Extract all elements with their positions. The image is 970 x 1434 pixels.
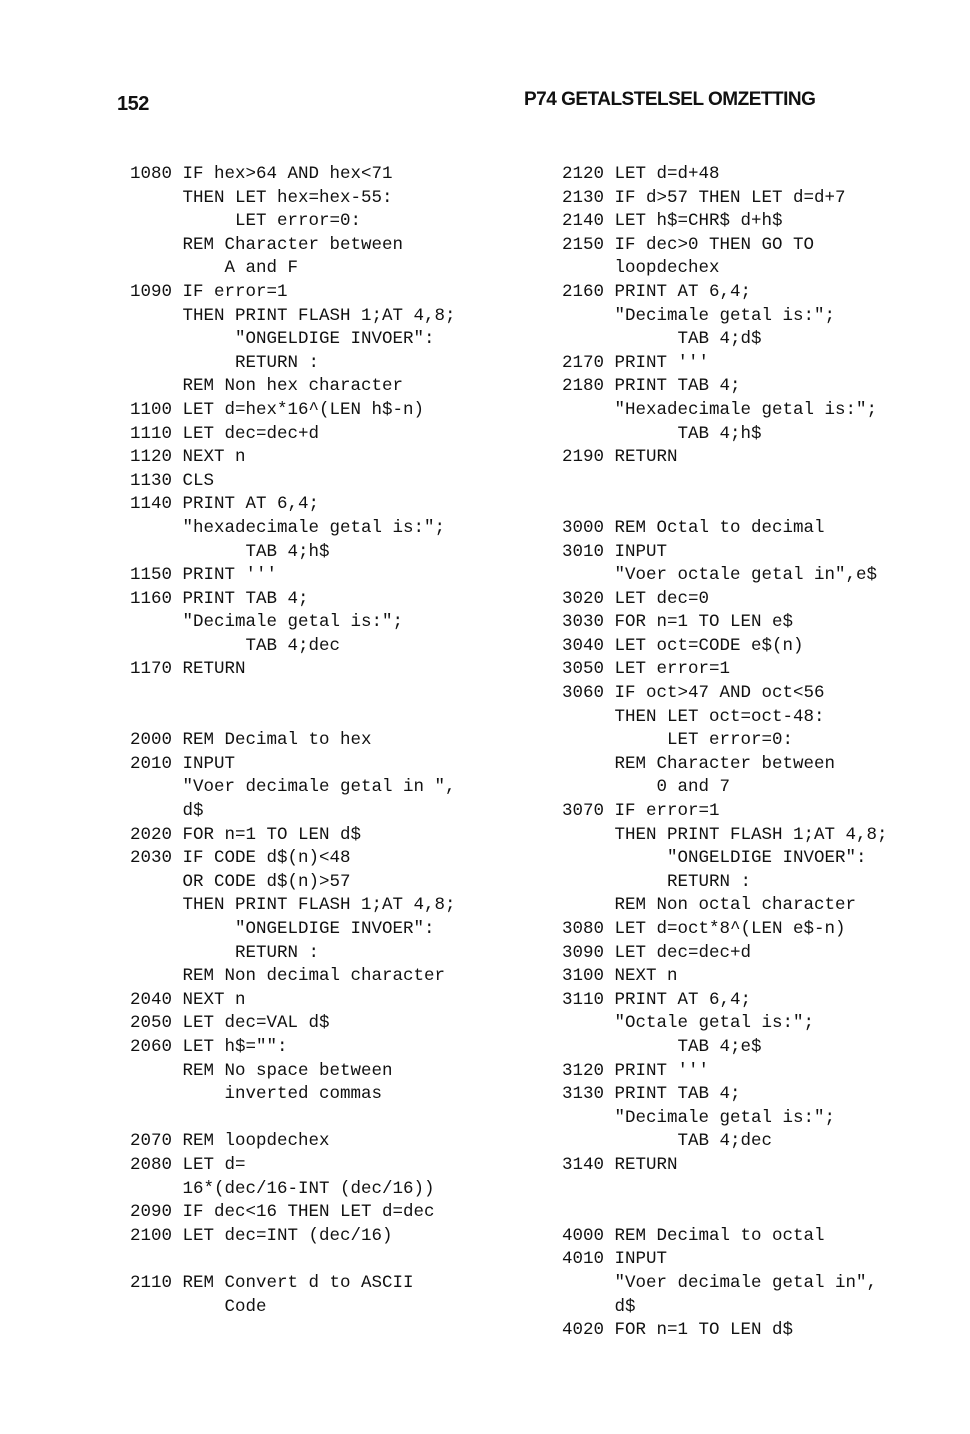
code-line: inverted commas xyxy=(130,1084,383,1105)
code-line: 2060 LET h$="": xyxy=(130,1036,288,1057)
code-line: LET error=0: xyxy=(130,211,362,232)
code-line: 3020 LET dec=0 xyxy=(562,588,710,609)
code-line: 3070 IF error=1 xyxy=(562,801,720,822)
code-line: 1090 IF error=1 xyxy=(130,281,288,302)
code-line: 2100 LET dec=INT (dec/16) xyxy=(130,1225,393,1246)
code-line: 2010 INPUT xyxy=(130,753,236,774)
code-line: THEN PRINT FLASH 1;AT 4,8; xyxy=(130,895,456,916)
code-line: 3080 LET d=oct*8^(LEN e$-n) xyxy=(562,919,846,939)
code-line: 2040 NEXT n xyxy=(130,989,246,1010)
code-line: 2190 RETURN xyxy=(562,447,678,468)
code-line: "ONGELDIGE INVOER": xyxy=(562,848,867,869)
code-line: REM Non octal character xyxy=(562,895,857,916)
code-line: 2080 LET d= xyxy=(130,1154,246,1175)
code-line: TAB 4;dec xyxy=(130,635,341,656)
code-line: OR CODE d$(n)>57 xyxy=(130,871,351,892)
blank-line xyxy=(130,1248,456,1272)
code-column-left xyxy=(130,163,456,1319)
code-line: 4000 REM Decimal to octal xyxy=(562,1225,825,1246)
code-line: 1170 RETURN xyxy=(130,659,246,680)
code-line: 1080 IF hex>64 AND hex<71 xyxy=(130,164,393,184)
code-line: Code xyxy=(130,1296,267,1317)
code-line: REM Character between xyxy=(562,753,836,774)
code-line: 3000 REM Octal to decimal xyxy=(562,517,825,538)
code-line: RETURN : xyxy=(130,942,320,963)
code-line: TAB 4;h$ xyxy=(130,541,330,562)
code-line: loopdechex xyxy=(562,258,720,279)
code-line: TAB 4;d$ xyxy=(562,329,762,350)
blank-line xyxy=(562,1178,888,1202)
code-line: 3040 LET oct=CODE e$(n) xyxy=(562,635,804,656)
code-line: 3060 IF oct>47 AND oct<56 xyxy=(562,683,825,704)
code-line: "Hexadecimale getal is:"; xyxy=(562,399,878,420)
code-line: 1140 PRINT AT 6,4; xyxy=(130,494,320,515)
code-line: 2050 LET dec=VAL d$ xyxy=(130,1013,330,1034)
code-line: LET error=0: xyxy=(562,730,794,751)
code-line: 3110 PRINT AT 6,4; xyxy=(562,989,752,1010)
code-line: 2160 PRINT AT 6,4; xyxy=(562,281,752,302)
code-line: 2150 IF dec>0 THEN GO TO xyxy=(562,234,815,255)
code-line: "Voer octale getal in",e$ xyxy=(562,565,878,586)
code-line: d$ xyxy=(562,1296,636,1317)
code-line: "Voer decimale getal in", xyxy=(562,1272,878,1293)
page-number: 152 xyxy=(117,93,149,115)
code-line: REM Non hex character xyxy=(130,376,404,397)
code-line: THEN PRINT FLASH 1;AT 4,8; xyxy=(562,824,888,845)
code-line: RETURN : xyxy=(562,871,752,892)
code-line: 2180 PRINT TAB 4; xyxy=(562,376,741,397)
code-line: THEN LET oct=oct-48: xyxy=(562,706,825,727)
code-line: 2020 FOR n=1 TO LEN d$ xyxy=(130,824,362,845)
blank-line xyxy=(130,1107,456,1131)
code-line: 2130 IF d>57 THEN LET d=d+7 xyxy=(562,187,846,208)
code-line: "Decimale getal is:"; xyxy=(562,1107,836,1128)
code-line: "Voer decimale getal in ", xyxy=(130,777,456,798)
code-line: "Octale getal is:"; xyxy=(562,1013,815,1034)
code-line: REM Character between xyxy=(130,234,404,255)
code-line: 2140 LET h$=CHR$ d+h$ xyxy=(562,211,783,232)
code-line: 3100 NEXT n xyxy=(562,966,678,987)
code-line: d$ xyxy=(130,801,204,822)
blank-line xyxy=(130,682,456,706)
code-line: THEN LET hex=hex-55: xyxy=(130,187,393,208)
code-line: 3140 RETURN xyxy=(562,1154,678,1175)
code-line: 2090 IF dec<16 THEN LET d=dec xyxy=(130,1202,435,1223)
code-line: "Decimale getal is:"; xyxy=(562,305,836,326)
code-line: 2000 REM Decimal to hex xyxy=(130,730,372,751)
blank-line xyxy=(562,1201,888,1225)
blank-line xyxy=(130,706,456,730)
code-line: 3120 PRINT ''' xyxy=(562,1060,710,1081)
code-line: 1100 LET d=hex*16^(LEN h$-n) xyxy=(130,399,425,420)
code-column-right xyxy=(562,163,888,1343)
code-line: TAB 4;dec xyxy=(562,1131,773,1152)
code-line: 3090 LET dec=dec+d xyxy=(562,942,752,963)
code-line: 3030 FOR n=1 TO LEN e$ xyxy=(562,612,794,633)
code-line: "Decimale getal is:"; xyxy=(130,612,404,633)
blank-line xyxy=(562,470,888,494)
code-line: REM No space between xyxy=(130,1060,393,1081)
code-line: TAB 4;e$ xyxy=(562,1036,762,1057)
code-line: REM Non decimal character xyxy=(130,966,446,987)
code-line: "ONGELDIGE INVOER": xyxy=(130,919,435,939)
code-line: RETURN : xyxy=(130,352,320,373)
code-line: "ONGELDIGE INVOER": xyxy=(130,329,435,350)
code-line: 1110 LET dec=dec+d xyxy=(130,423,320,444)
code-line: TAB 4;h$ xyxy=(562,423,762,444)
code-line: 1120 NEXT n xyxy=(130,447,246,468)
code-line: 1160 PRINT TAB 4; xyxy=(130,588,309,609)
code-line: 1150 PRINT ''' xyxy=(130,565,278,586)
code-line: 4020 FOR n=1 TO LEN d$ xyxy=(562,1320,794,1341)
code-line: 3050 LET error=1 xyxy=(562,659,731,680)
code-line: 0 and 7 xyxy=(562,777,731,798)
code-line: 4010 INPUT xyxy=(562,1249,668,1270)
code-line: 2030 IF CODE d$(n)<48 xyxy=(130,848,351,869)
code-line: 3010 INPUT xyxy=(562,541,668,562)
code-line: 2120 LET d=d+48 xyxy=(562,164,720,184)
code-line: 3130 PRINT TAB 4; xyxy=(562,1084,741,1105)
code-line: A and F xyxy=(130,258,299,279)
code-line: 2070 REM loopdechex xyxy=(130,1131,330,1152)
code-line: THEN PRINT FLASH 1;AT 4,8; xyxy=(130,305,456,326)
blank-line xyxy=(562,493,888,517)
chapter-title: P74 GETALSTELSEL OMZETTING xyxy=(524,89,816,110)
code-line: 1130 CLS xyxy=(130,470,215,491)
code-line: 16*(dec/16-INT (dec/16)) xyxy=(130,1178,435,1199)
code-line: 2110 REM Convert d to ASCII xyxy=(130,1272,414,1293)
code-line: "hexadecimale getal is:"; xyxy=(130,517,446,538)
code-line: 2170 PRINT ''' xyxy=(562,352,710,373)
